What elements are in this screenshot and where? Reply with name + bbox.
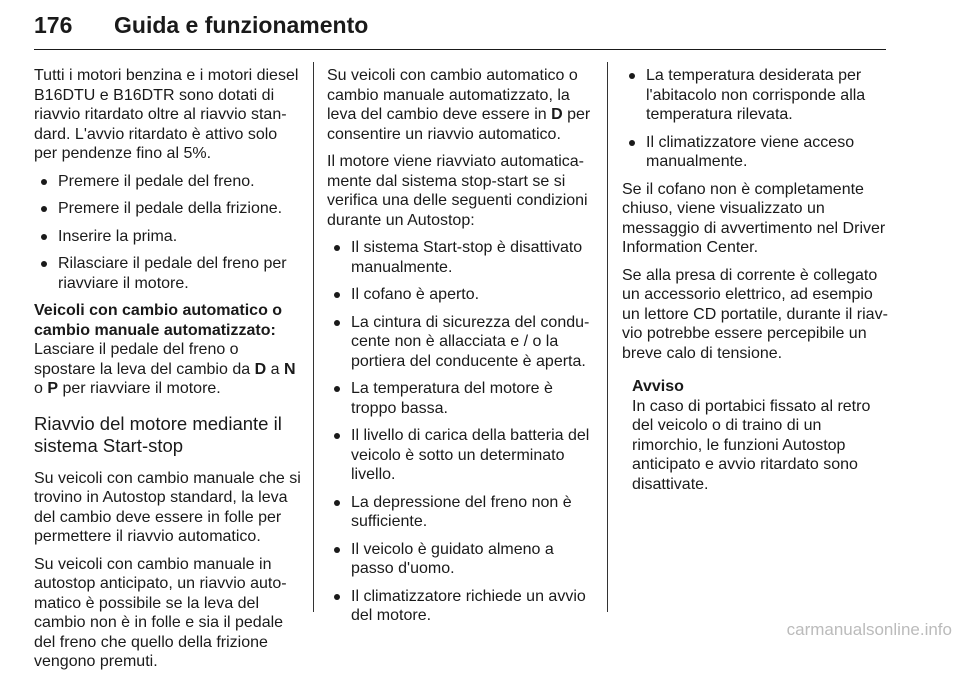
list-item: Premere il pedale della frizione. — [34, 199, 302, 219]
restart-steps-list — [34, 172, 302, 294]
list-item: Il sistema Start-stop è disattivato manualmente. — [327, 238, 593, 277]
paragraph: Su veicoli con cambio automatico o cambio manuale automatizzato, la leva del cambio deve essere in D per consentire un riavvio automatico. — [327, 67, 591, 143]
automatic-transmission-text: Lasciare il pedale del freno o spostare la leva del cambio da D a N o P per riavviare il motore. — [34, 341, 296, 397]
list-item: Il climatizzatore richiede un avvio del motore. — [327, 587, 593, 626]
paragraph: Su veicoli con cambio manuale che si trovino in Autostop standard, la leva del cambio deve essere in folle per permettere il riavvio automatico. — [34, 469, 301, 545]
column-1 — [34, 66, 302, 680]
list-item: Il veicolo è guidato almeno a passo d'uomo. — [327, 540, 593, 579]
paragraph: Su veicoli con cambio manuale in autostop anticipato, un riavvio auto-matico è possibile se la leva del cambio non è in folle e sia il pedale del freno che quello della frizione vengono premuti. — [34, 555, 287, 670]
list-item: La temperatura del motore è troppo bassa. — [327, 379, 593, 418]
column-divider — [607, 62, 608, 612]
gear-label: N — [283, 360, 296, 378]
notice-box — [622, 377, 888, 494]
paragraph: Il motore viene riavviato automatica-mente dal sistema stop-start se si verifica una delle seguenti condizioni durante un Autostop: — [327, 153, 588, 229]
page-number: 176 — [34, 12, 73, 38]
list-item: Il cofano è aperto. — [327, 285, 593, 305]
list-item: La cintura di sicurezza del condu-cente non è allacciata e / o la portiera del conducente è aperta. — [327, 313, 593, 372]
autostop-conditions-list-continued — [622, 66, 888, 172]
column-3 — [622, 66, 888, 494]
notice-text: In caso di portabici fissato al retro del veicolo o di traino di un rimorchio, le funzioni Autostop anticipato e avvio ritardato sono disattivate. — [632, 397, 871, 493]
notice-title: Avviso — [632, 378, 684, 395]
column-divider — [313, 62, 314, 612]
autostop-conditions-list — [327, 238, 593, 626]
page-header — [34, 6, 886, 50]
gear-label: D — [551, 106, 563, 123]
automatic-transmission-heading: Veicoli con cambio automatico o cambio manuale automatizzato: — [34, 302, 283, 339]
gear-label: P — [47, 380, 59, 397]
watermark: carmanualsonline.info — [786, 620, 952, 639]
column-2 — [327, 66, 593, 634]
list-item: Premere il pedale del freno. — [34, 172, 302, 192]
list-item: Il climatizzatore viene acceso manualmente. — [622, 133, 888, 172]
list-item: La temperatura desiderata per l'abitacolo non corrisponde alla temperatura rilevata. — [622, 66, 888, 125]
chapter-title: Guida e funzionamento — [114, 12, 369, 38]
section-title: Riavvio del motore mediante il sistema Start-stop — [34, 412, 282, 456]
intro-paragraph: Tutti i motori benzina e i motori diesel B16DTU e B16DTR sono dotati di riavvio ritardato oltre al riavvio stan-dard. L'avvio ritardato è attivo solo per pendenze fino al 5%. — [34, 67, 299, 162]
paragraph: Se il cofano non è completamente chiuso, viene visualizzato un messaggio di avvertimento nel Driver Information Center. — [622, 180, 886, 256]
list-item: Il livello di carica della batteria del veicolo è sotto un determinato livello. — [327, 426, 593, 485]
list-item: Inserire la prima. — [34, 227, 302, 247]
paragraph: Se alla presa di corrente è collegato un accessorio elettrico, ad esempio un lettore CD portatile, durante il riav-vio potrebbe essere percepibile un breve calo di tensione. — [622, 266, 888, 362]
list-item: Rilasciare il pedale del freno per riavviare il motore. — [34, 254, 302, 293]
gear-label: D — [254, 360, 267, 378]
list-item: La depressione del freno non è sufficiente. — [327, 493, 593, 532]
